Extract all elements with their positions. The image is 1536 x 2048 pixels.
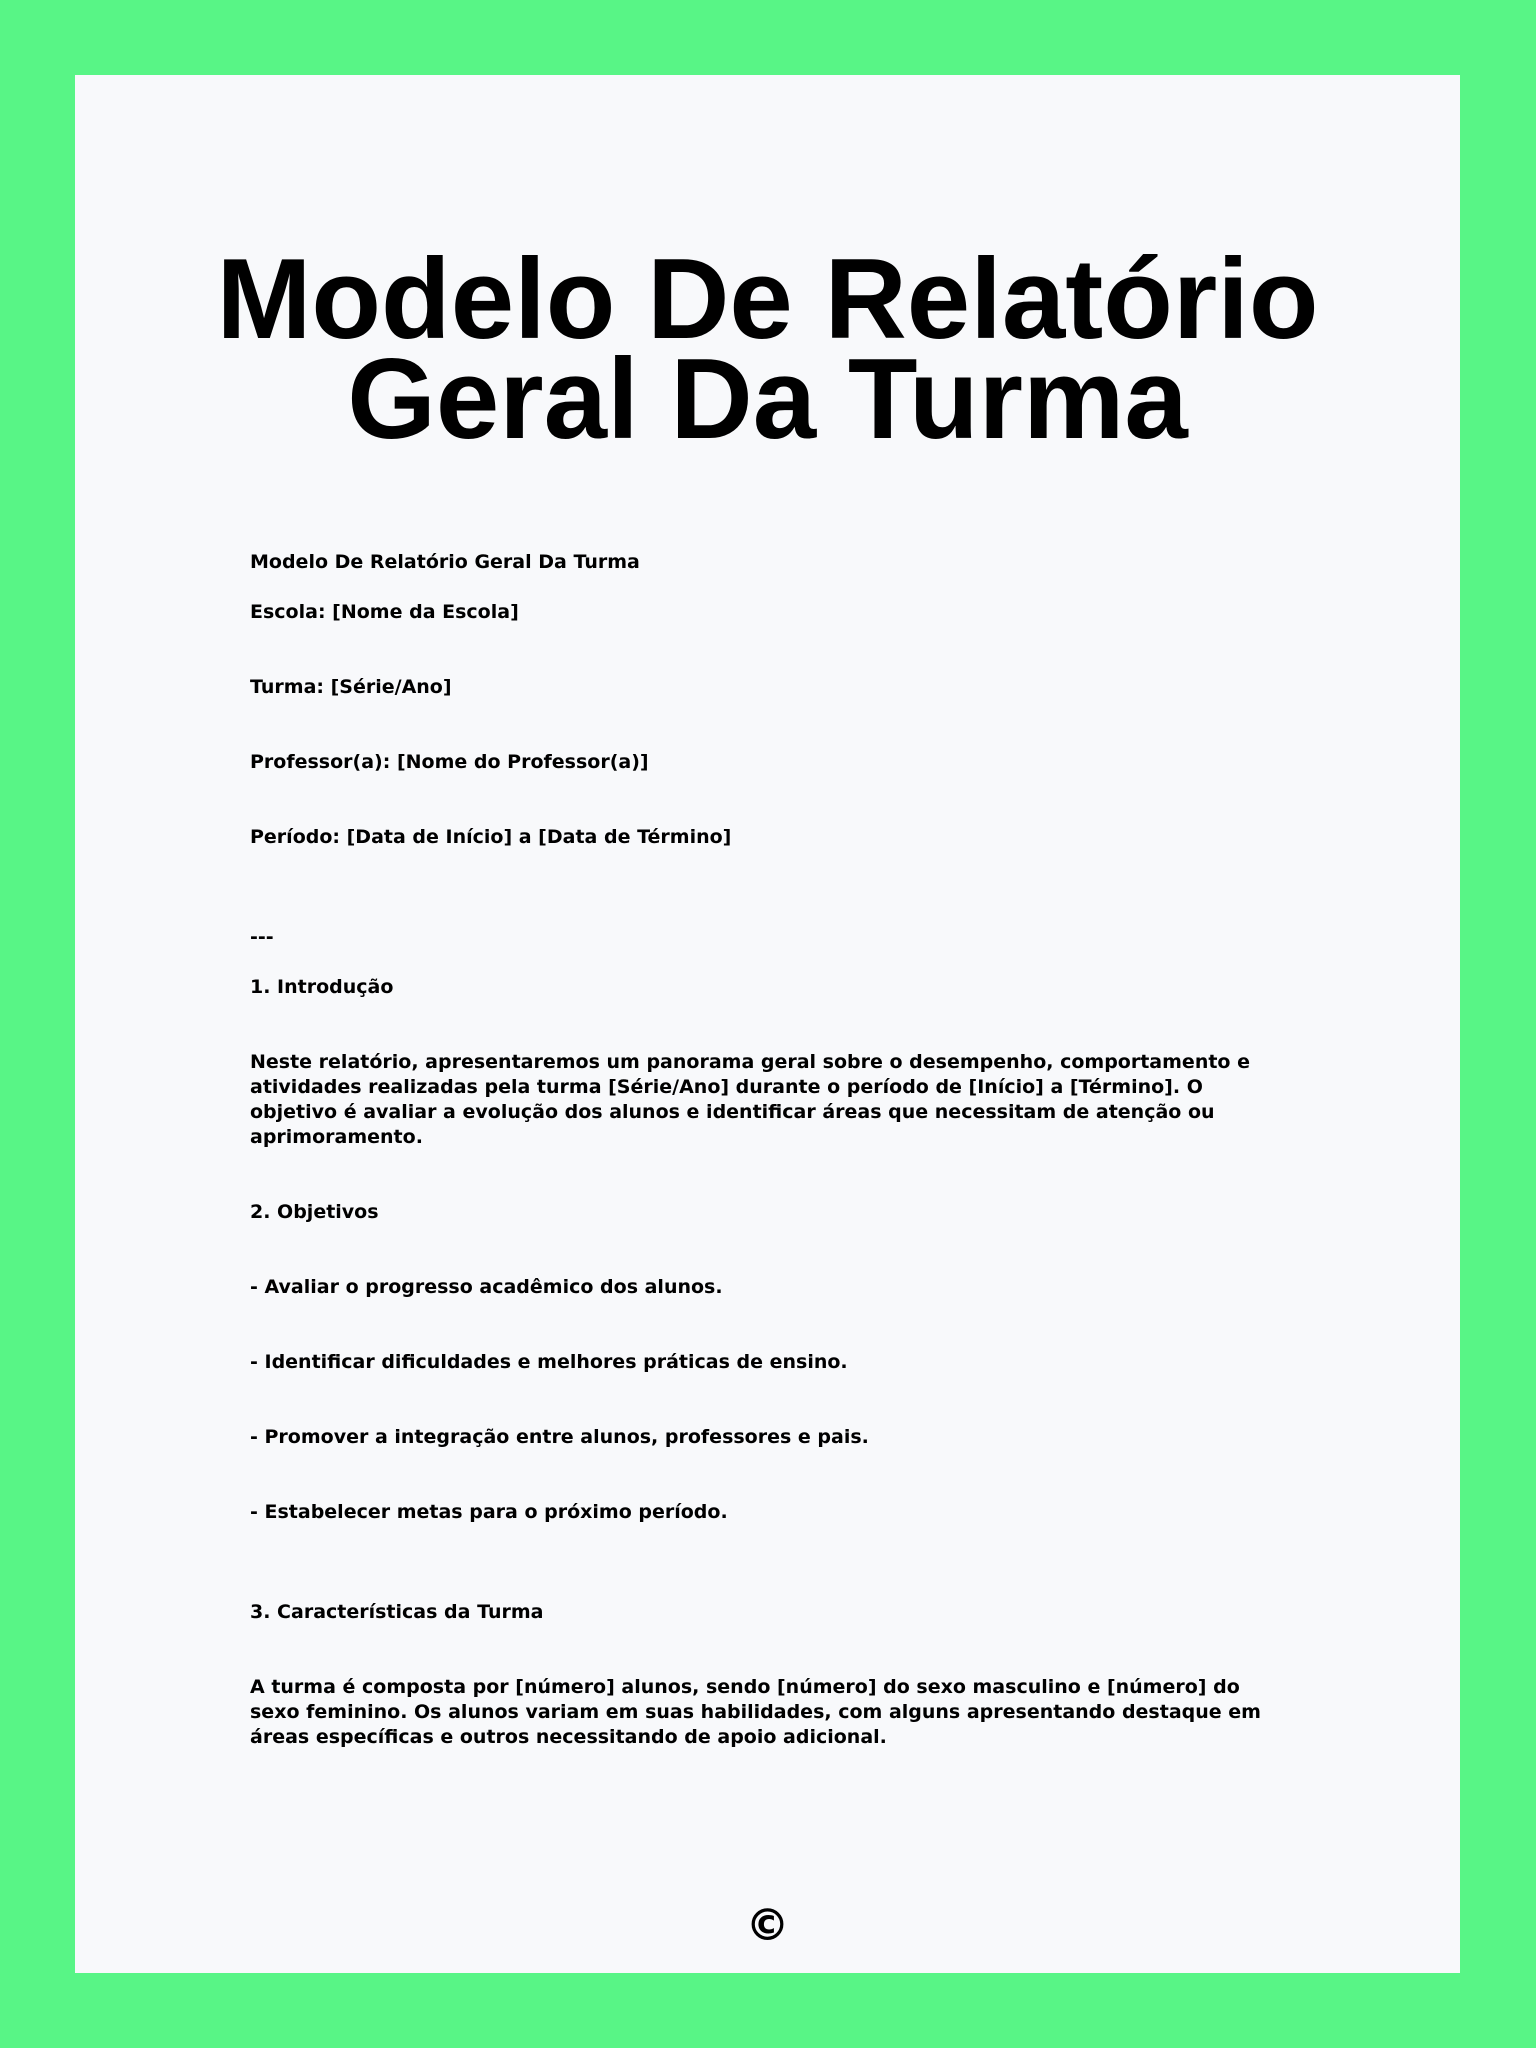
- objective-item: - Identificar dificuldades e melhores práticas de ensino.: [250, 1351, 848, 1373]
- document-page: [75, 75, 1460, 1973]
- separator: ---: [250, 926, 274, 948]
- copyright-icon: ©: [745, 1900, 790, 1951]
- section-heading-objectives: 2. Objetivos: [250, 1201, 379, 1223]
- objective-item: - Avaliar o progresso acadêmico dos alunos.: [250, 1276, 723, 1298]
- page-title: Modelo De Relatório Geral Da Turma: [216, 236, 1319, 463]
- objective-item: - Promover a integração entre alunos, professores e pais.: [250, 1426, 869, 1448]
- teacher-field: Professor(a): [Nome do Professor(a)]: [250, 751, 649, 773]
- objective-item: - Estabelecer metas para o próximo período.: [250, 1501, 728, 1523]
- document-heading: Modelo De Relatório Geral Da Turma: [250, 551, 640, 573]
- section-heading-characteristics: 3. Características da Turma: [250, 1601, 544, 1623]
- period-field: Período: [Data de Início] a [Data de Término]: [250, 826, 732, 848]
- section-heading-introduction: 1. Introdução: [250, 976, 394, 998]
- introduction-paragraph: Neste relatório, apresentaremos um panorama geral sobre o desempenho, comportamento e atividades realizadas pela turma [Série/Ano] durante o período de [Início] a [Término]. O objetivo é avaliar a evolução dos alunos e identificar áreas que necessitam de atenção ou aprimoramento.: [250, 1051, 1250, 1148]
- class-field: Turma: [Série/Ano]: [250, 676, 452, 698]
- characteristics-paragraph: A turma é composta por [número] alunos, sendo [número] do sexo masculino e [número] do sexo feminino. Os alunos variam em suas habilidades, com alguns apresentando destaque em áreas específicas e outros necessitando de apoio adicional.: [250, 1676, 1261, 1748]
- school-field: Escola: [Nome da Escola]: [250, 601, 519, 623]
